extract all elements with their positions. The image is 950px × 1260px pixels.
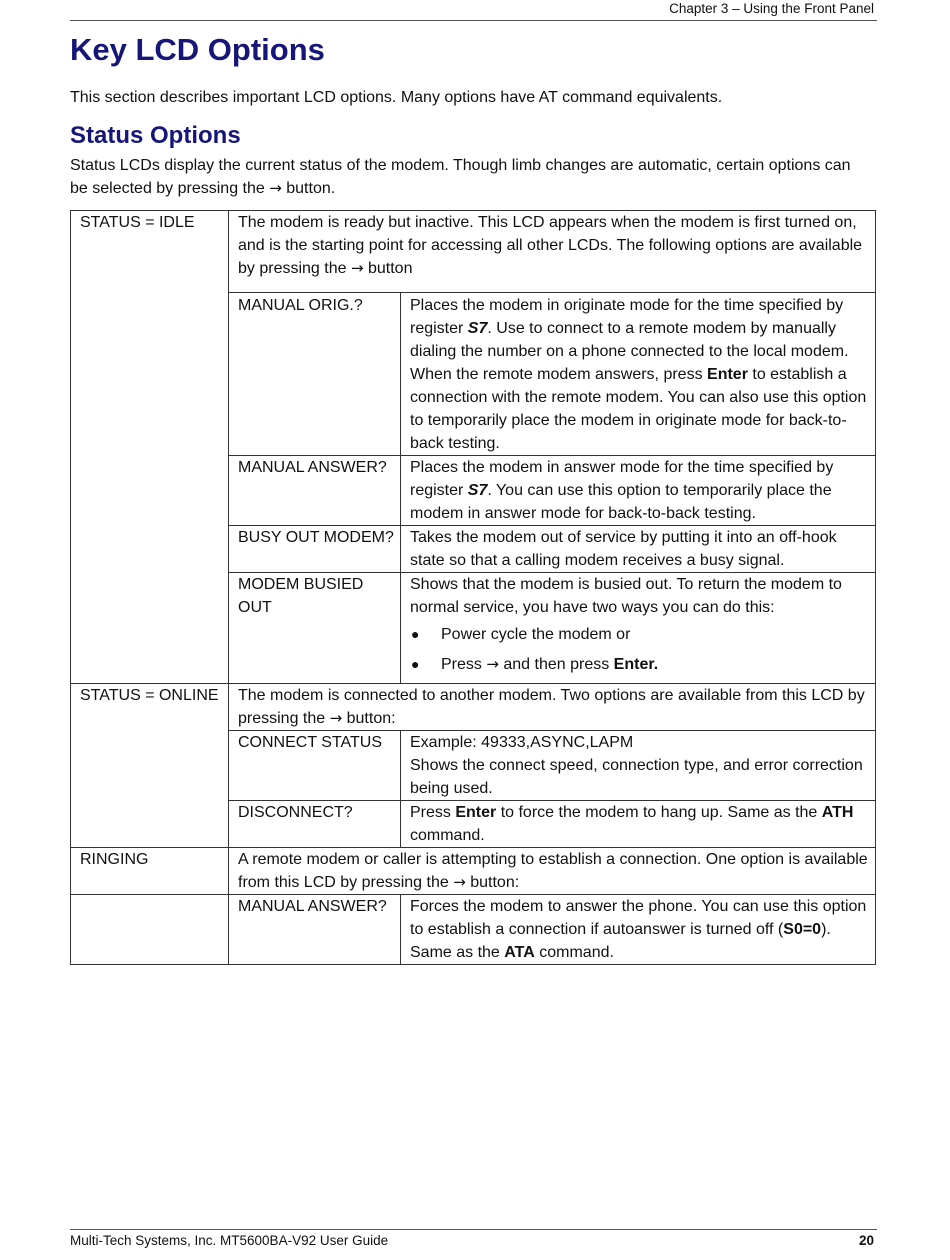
lcd-options-table: [70, 210, 876, 965]
status-ringing-label: RINGING: [71, 848, 229, 895]
register-s0: S0=0: [783, 921, 822, 938]
status-idle-description: The modem is ready but inactive. This LCD appears when the modem is first turned on, and is the starting point for accessing all other LCDs. The following options are available by pressing the → button: [229, 211, 876, 293]
option-manual-orig-description: Places the modem in originate mode for the time specified by register S7. Use to connect to a remote modem by manually dialing the number on a phone connected to the local modem. When the remote modem answers, press Enter to establish a connection with the remote modem. You can also use this option to temporarily place the modem in originate mode for back-to-back testing.: [401, 293, 876, 456]
list-item: ● Power cycle the modem or: [410, 623, 871, 646]
bullet-icon: ●: [411, 626, 420, 642]
ath-command: ATH: [821, 804, 854, 821]
right-arrow-icon: →: [329, 709, 343, 727]
busied-out-steps-list: [410, 623, 871, 676]
list-item: ● Press → and then press Enter.: [410, 653, 871, 676]
right-arrow-icon: →: [453, 873, 466, 891]
table-row: [71, 684, 876, 731]
table-row: [71, 848, 876, 895]
status-ringing-description: A remote modem or caller is attempting to establish a connection. One option is available from this LCD by pressing the → button:: [229, 848, 876, 895]
status-online-description: The modem is connected to another modem. Two options are available from this LCD by pressing the → button:: [229, 684, 876, 731]
empty-cell: [71, 895, 229, 965]
status-options-intro: Status LCDs display the current status of the modem. Though limb changes are automatic, certain options can be selected by pressing the → button.: [70, 157, 851, 197]
option-busy-out-description: Takes the modem out of service by putting it into an off-hook state so that a calling modem receives a busy signal.: [401, 526, 876, 573]
ata-command: ATA: [504, 944, 535, 961]
register-s7: S7: [467, 482, 488, 499]
status-idle-label: STATUS = IDLE: [71, 211, 229, 684]
enter-key-label: Enter: [455, 804, 497, 821]
footer-rule: [70, 1229, 877, 1230]
enter-key-label: Enter: [707, 366, 748, 383]
status-online-label: STATUS = ONLINE: [71, 684, 229, 848]
option-manual-answer-label: MANUAL ANSWER?: [229, 456, 401, 526]
bullet-icon: ●: [411, 656, 420, 672]
option-disconnect-description: Press Enter to force the modem to hang up. Same as the ATH command.: [401, 801, 876, 848]
header-rule: [70, 20, 877, 21]
section-heading-status-options: Status Options: [70, 122, 241, 149]
running-header: Chapter 3 – Using the Front Panel: [669, 1, 874, 16]
option-busied-out-description: Shows that the modem is busied out. To return the modem to normal service, you have two ways you can do this: ● Power cycle the modem or ● Press → and then press Enter.: [401, 573, 876, 684]
intro-paragraph: This section describes important LCD options. Many options have AT command equivalents.: [70, 89, 723, 106]
option-manual-orig-label: MANUAL ORIG.?: [229, 293, 401, 456]
page-number: 20: [858, 1233, 874, 1248]
page-title: Key LCD Options: [70, 32, 325, 67]
table-row: [71, 211, 876, 293]
table-row: [71, 895, 876, 965]
option-connect-status-label: CONNECT STATUS: [229, 731, 401, 801]
footer-document-title: Multi-Tech Systems, Inc. MT5600BA-V92 User Guide: [70, 1233, 389, 1248]
enter-key-label: Enter.: [613, 656, 659, 673]
right-arrow-icon: →: [350, 259, 364, 277]
option-ringing-manual-answer-label: MANUAL ANSWER?: [229, 895, 401, 965]
right-arrow-icon: →: [269, 179, 282, 197]
register-s7: S7: [467, 320, 488, 337]
option-busied-out-label: MODEM BUSIED OUT: [229, 573, 401, 684]
option-connect-status-description: Example: 49333,ASYNC,LAPM Shows the connect speed, connection type, and error correction being used.: [401, 731, 876, 801]
right-arrow-icon: →: [486, 655, 499, 673]
option-disconnect-label: DISCONNECT?: [229, 801, 401, 848]
option-busy-out-label: BUSY OUT MODEM?: [229, 526, 401, 573]
option-manual-answer-description: Places the modem in answer mode for the time specified by register S7. You can use this option to temporarily place the modem in answer mode for back-to-back testing.: [401, 456, 876, 526]
option-ringing-manual-answer-description: Forces the modem to answer the phone. You can use this option to establish a connection if autoanswer is turned off (S0=0). Same as the ATA command.: [401, 895, 876, 965]
